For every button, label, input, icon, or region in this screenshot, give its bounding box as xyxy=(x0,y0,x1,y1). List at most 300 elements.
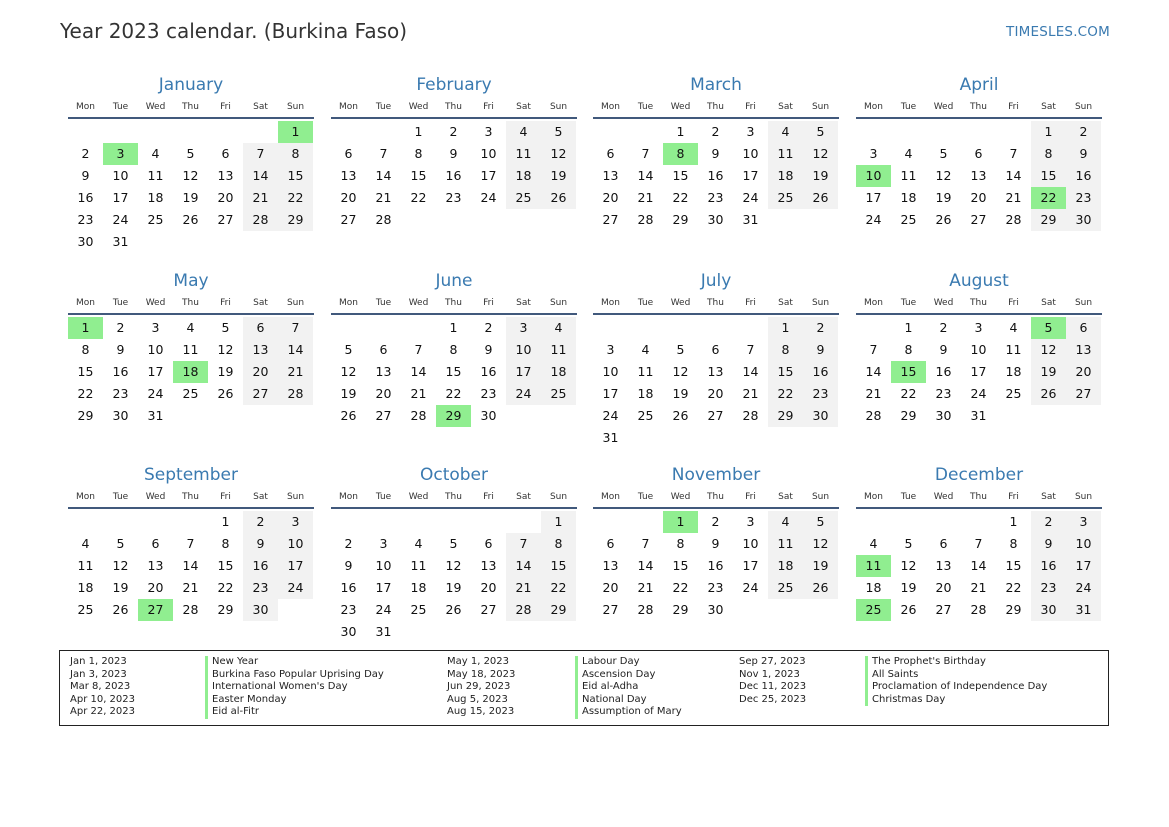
legend-holiday-name: Assumption of Mary xyxy=(575,706,682,719)
day-cell: 23 xyxy=(707,580,724,595)
day-cell: 28 xyxy=(506,599,541,621)
day-cell: 11 xyxy=(637,364,654,379)
weekday-label: Tue xyxy=(375,102,392,112)
weekday-label: Sun xyxy=(286,102,305,112)
day-cell: 18 xyxy=(768,555,803,577)
holiday-day-cell: 25 xyxy=(856,599,891,621)
weekday-label: Sat xyxy=(778,298,793,308)
weekday-label: Tue xyxy=(375,492,392,502)
weekday-label: Wed xyxy=(933,298,954,308)
empty-cell xyxy=(996,405,1031,427)
week-row xyxy=(68,361,314,383)
day-cell: 3 xyxy=(506,317,541,339)
holiday-day-cell: 1 xyxy=(663,511,698,533)
day-cell: 31 xyxy=(375,624,392,639)
day-cell: 23 xyxy=(480,386,497,401)
empty-cell xyxy=(856,121,891,143)
day-cell: 26 xyxy=(1031,383,1066,405)
header-rule xyxy=(68,507,314,509)
header-rule xyxy=(856,117,1102,119)
day-cell: 22 xyxy=(768,383,803,405)
empty-cell xyxy=(891,121,926,143)
day-cell: 23 xyxy=(77,212,94,227)
holiday-day-cell: 15 xyxy=(891,361,926,383)
day-cell: 21 xyxy=(637,190,654,205)
weekday-label: Fri xyxy=(483,492,494,502)
day-cell: 9 xyxy=(803,339,838,361)
day-cell: 12 xyxy=(803,143,838,165)
weekday-label: Mon xyxy=(76,102,95,112)
week-row xyxy=(856,121,1102,143)
day-cell: 6 xyxy=(606,536,615,551)
day-cell: 25 xyxy=(637,408,654,423)
empty-cell xyxy=(401,511,436,533)
empty-cell xyxy=(541,209,576,231)
month-october xyxy=(331,464,577,643)
legend-date: May 18, 2023 xyxy=(447,668,516,680)
day-cell: 27 xyxy=(340,212,357,227)
header-rule xyxy=(68,313,314,315)
day-cell: 29 xyxy=(672,602,689,617)
weekday-label: Tue xyxy=(112,492,129,502)
day-cell: 22 xyxy=(278,187,313,209)
day-cell: 4 xyxy=(414,536,423,551)
weekday-label: Thu xyxy=(707,298,724,308)
holiday-day-cell: 8 xyxy=(663,143,698,165)
day-cell: 29 xyxy=(672,212,689,227)
empty-cell xyxy=(68,121,103,143)
empty-cell xyxy=(803,427,838,449)
day-cell: 2 xyxy=(1066,121,1101,143)
day-cell: 26 xyxy=(900,602,917,617)
week-row xyxy=(68,599,314,621)
month-december xyxy=(856,464,1102,621)
day-cell: 15 xyxy=(278,165,313,187)
day-cell: 14 xyxy=(742,364,759,379)
day-cell: 13 xyxy=(707,364,724,379)
legend-date: Nov 1, 2023 xyxy=(739,668,800,680)
empty-cell xyxy=(103,511,138,533)
day-cell: 24 xyxy=(480,190,497,205)
legend-date: Aug 15, 2023 xyxy=(447,706,515,718)
day-cell: 20 xyxy=(935,580,952,595)
day-cell: 8 xyxy=(81,342,90,357)
day-cell: 19 xyxy=(182,190,199,205)
day-cell: 22 xyxy=(217,580,234,595)
day-cell: 26 xyxy=(541,187,576,209)
weekday-header xyxy=(593,295,839,311)
day-cell: 4 xyxy=(768,511,803,533)
day-cell: 5 xyxy=(186,146,195,161)
day-cell: 27 xyxy=(602,602,619,617)
day-cell: 12 xyxy=(182,168,199,183)
day-cell: 23 xyxy=(935,386,952,401)
week-row xyxy=(593,187,839,209)
day-cell: 10 xyxy=(602,364,619,379)
day-cell: 21 xyxy=(506,577,541,599)
week-row xyxy=(593,165,839,187)
empty-cell xyxy=(803,209,838,231)
day-cell: 1 xyxy=(414,124,423,139)
day-cell: 26 xyxy=(217,386,234,401)
day-cell: 24 xyxy=(970,386,987,401)
day-cell: 22 xyxy=(672,190,689,205)
week-row xyxy=(68,187,314,209)
day-cell: 21 xyxy=(637,580,654,595)
day-cell: 12 xyxy=(935,168,952,183)
weekday-label: Fri xyxy=(220,298,231,308)
day-cell: 18 xyxy=(768,165,803,187)
weekday-label: Mon xyxy=(601,102,620,112)
weekday-label: Mon xyxy=(601,298,620,308)
weekday-label: Sun xyxy=(549,298,568,308)
day-cell: 12 xyxy=(672,364,689,379)
day-cell: 21 xyxy=(742,386,759,401)
day-cell: 23 xyxy=(803,383,838,405)
empty-cell xyxy=(401,621,436,643)
day-cell: 31 xyxy=(147,408,164,423)
day-cell: 14 xyxy=(970,558,987,573)
legend-holiday-name: Christmas Day xyxy=(865,694,1047,707)
day-cell: 10 xyxy=(970,342,987,357)
weekday-label: Fri xyxy=(745,102,756,112)
weekday-label: Mon xyxy=(339,492,358,502)
day-cell: 26 xyxy=(672,408,689,423)
weekday-label: Fri xyxy=(220,492,231,502)
month-name: August xyxy=(949,271,1009,291)
day-cell: 20 xyxy=(243,361,278,383)
day-cell: 10 xyxy=(506,339,541,361)
legend-date: Apr 10, 2023 xyxy=(70,693,136,705)
day-cell: 17 xyxy=(375,580,392,595)
empty-cell xyxy=(961,121,996,143)
day-cell: 21 xyxy=(1005,190,1022,205)
day-cell: 30 xyxy=(707,602,724,617)
day-cell: 9 xyxy=(711,146,720,161)
day-cell: 7 xyxy=(186,536,195,551)
day-cell: 30 xyxy=(1031,599,1066,621)
day-cell: 4 xyxy=(904,146,913,161)
day-cell: 11 xyxy=(541,339,576,361)
weekday-label: Sun xyxy=(1074,102,1093,112)
day-cell: 5 xyxy=(939,146,948,161)
day-cell: 12 xyxy=(340,364,357,379)
month-name: January xyxy=(158,75,224,95)
day-cell: 20 xyxy=(480,580,497,595)
day-cell: 2 xyxy=(1031,511,1066,533)
weekday-label: Sun xyxy=(811,298,830,308)
page-title: Year 2023 calendar. (Burkina Faso) xyxy=(60,19,408,43)
empty-cell xyxy=(768,209,803,231)
day-cell: 1 xyxy=(221,514,230,529)
day-cell: 9 xyxy=(116,342,125,357)
day-cell: 8 xyxy=(1031,143,1066,165)
weekday-header xyxy=(68,489,314,505)
day-cell: 24 xyxy=(1066,577,1101,599)
empty-cell xyxy=(278,405,313,427)
weekday-label: Thu xyxy=(970,492,987,502)
day-cell: 28 xyxy=(278,383,313,405)
week-row xyxy=(593,511,839,533)
day-cell: 29 xyxy=(768,405,803,427)
empty-cell xyxy=(278,599,313,621)
day-cell: 15 xyxy=(541,555,576,577)
day-cell: 23 xyxy=(445,190,462,205)
holiday-day-cell: 29 xyxy=(436,405,471,427)
holiday-day-cell: 11 xyxy=(856,555,891,577)
month-name: February xyxy=(416,75,492,95)
day-cell: 18 xyxy=(541,361,576,383)
weekday-label: Sun xyxy=(549,492,568,502)
day-cell: 8 xyxy=(1009,536,1018,551)
holiday-legend xyxy=(59,650,1109,726)
day-cell: 17 xyxy=(1066,555,1101,577)
day-cell: 20 xyxy=(602,580,619,595)
empty-cell xyxy=(768,427,803,449)
day-cell: 27 xyxy=(375,408,392,423)
legend-names xyxy=(865,656,1047,706)
day-cell: 12 xyxy=(541,143,576,165)
week-row xyxy=(856,511,1102,533)
weekday-header xyxy=(68,99,314,115)
empty-cell xyxy=(173,121,208,143)
legend-date: Dec 25, 2023 xyxy=(739,693,807,705)
day-cell: 18 xyxy=(900,190,917,205)
day-cell: 23 xyxy=(243,577,278,599)
empty-cell xyxy=(803,599,838,621)
empty-cell xyxy=(471,511,506,533)
month-name: May xyxy=(173,271,209,291)
empty-cell xyxy=(768,599,803,621)
day-cell: 11 xyxy=(768,143,803,165)
day-cell: 4 xyxy=(186,320,195,335)
day-cell: 16 xyxy=(243,555,278,577)
day-cell: 18 xyxy=(637,386,654,401)
day-cell: 3 xyxy=(606,342,615,357)
week-row xyxy=(331,317,577,339)
day-cell: 28 xyxy=(742,408,759,423)
empty-cell xyxy=(138,511,173,533)
weekday-label: Wed xyxy=(145,298,166,308)
legend-dates xyxy=(70,656,135,719)
day-cell: 9 xyxy=(449,146,458,161)
week-row xyxy=(856,209,1102,231)
empty-cell xyxy=(1031,405,1066,427)
day-cell: 2 xyxy=(939,320,948,335)
weekday-label: Fri xyxy=(483,298,494,308)
site-link[interactable]: TIMESLES.COM xyxy=(1006,24,1110,40)
day-cell: 19 xyxy=(803,555,838,577)
weekday-label: Wed xyxy=(145,492,166,502)
legend-holiday-name: The Prophet's Birthday xyxy=(865,656,1047,669)
empty-cell xyxy=(628,511,663,533)
day-cell: 22 xyxy=(900,386,917,401)
weekday-label: Wed xyxy=(933,492,954,502)
day-cell: 3 xyxy=(151,320,160,335)
weekday-label: Sat xyxy=(516,102,531,112)
week-row xyxy=(68,555,314,577)
empty-cell xyxy=(1066,405,1101,427)
weekday-label: Fri xyxy=(1008,102,1019,112)
week-row xyxy=(68,317,314,339)
day-cell: 13 xyxy=(480,558,497,573)
day-cell: 13 xyxy=(147,558,164,573)
month-may xyxy=(68,270,314,427)
day-cell: 20 xyxy=(602,190,619,205)
day-cell: 16 xyxy=(935,364,952,379)
day-cell: 1 xyxy=(541,511,576,533)
legend-date: Mar 8, 2023 xyxy=(70,681,131,693)
weekday-label: Sun xyxy=(286,492,305,502)
empty-cell xyxy=(436,209,471,231)
day-cell: 19 xyxy=(803,165,838,187)
legend-holiday-name: Ascension Day xyxy=(575,669,682,682)
legend-date: May 1, 2023 xyxy=(447,656,510,667)
month-name: October xyxy=(419,465,489,485)
week-row xyxy=(68,383,314,405)
month-september xyxy=(68,464,314,621)
week-row xyxy=(856,361,1102,383)
empty-cell xyxy=(506,209,541,231)
day-cell: 26 xyxy=(340,408,357,423)
day-cell: 19 xyxy=(112,580,129,595)
holiday-day-cell: 10 xyxy=(856,165,891,187)
day-cell: 17 xyxy=(742,168,759,183)
legend-holiday-name: Easter Monday xyxy=(205,694,384,707)
week-row xyxy=(856,383,1102,405)
weekday-label: Sat xyxy=(778,492,793,502)
day-cell: 13 xyxy=(602,558,619,573)
empty-cell xyxy=(628,317,663,339)
empty-cell xyxy=(733,317,768,339)
week-row xyxy=(856,405,1102,427)
empty-cell xyxy=(506,621,541,643)
day-cell: 7 xyxy=(278,317,313,339)
day-cell: 1 xyxy=(768,317,803,339)
empty-cell xyxy=(243,405,278,427)
day-cell: 28 xyxy=(637,602,654,617)
day-cell: 16 xyxy=(803,361,838,383)
header-rule xyxy=(331,507,577,509)
day-cell: 13 xyxy=(243,339,278,361)
holiday-day-cell: 1 xyxy=(68,317,103,339)
empty-cell xyxy=(471,209,506,231)
empty-cell xyxy=(331,121,366,143)
weekday-header xyxy=(593,489,839,505)
legend-holiday-name: Labour Day xyxy=(575,656,682,669)
day-cell: 20 xyxy=(147,580,164,595)
weekday-header xyxy=(856,489,1102,505)
day-cell: 14 xyxy=(637,558,654,573)
day-cell: 30 xyxy=(1066,209,1101,231)
legend-date: Jan 1, 2023 xyxy=(70,656,127,667)
weekday-label: Sat xyxy=(778,102,793,112)
day-cell: 13 xyxy=(935,558,952,573)
day-cell: 2 xyxy=(803,317,838,339)
day-cell: 26 xyxy=(935,212,952,227)
weekday-label: Thu xyxy=(445,298,462,308)
day-cell: 4 xyxy=(541,317,576,339)
day-cell: 2 xyxy=(711,124,720,139)
day-cell: 31 xyxy=(112,234,129,249)
day-cell: 23 xyxy=(340,602,357,617)
day-cell: 30 xyxy=(480,408,497,423)
day-cell: 6 xyxy=(221,146,230,161)
day-cell: 24 xyxy=(506,383,541,405)
day-cell: 22 xyxy=(1005,580,1022,595)
day-cell: 19 xyxy=(541,165,576,187)
weekday-label: Tue xyxy=(112,102,129,112)
day-cell: 5 xyxy=(904,536,913,551)
day-cell: 20 xyxy=(707,386,724,401)
day-cell: 14 xyxy=(375,168,392,183)
empty-cell xyxy=(593,121,628,143)
empty-cell xyxy=(173,405,208,427)
day-cell: 18 xyxy=(410,580,427,595)
weekday-label: Tue xyxy=(900,102,917,112)
legend-holiday-name: National Day xyxy=(575,694,682,707)
day-cell: 30 xyxy=(707,212,724,227)
weekday-label: Sat xyxy=(253,492,268,502)
weekday-label: Thu xyxy=(970,102,987,112)
day-cell: 2 xyxy=(449,124,458,139)
day-cell: 18 xyxy=(1005,364,1022,379)
day-cell: 11 xyxy=(147,168,164,183)
day-cell: 7 xyxy=(641,536,650,551)
weekday-label: Fri xyxy=(745,492,756,502)
empty-cell xyxy=(698,317,733,339)
day-cell: 11 xyxy=(410,558,427,573)
day-cell: 29 xyxy=(1005,602,1022,617)
legend-date: Sep 27, 2023 xyxy=(739,656,806,667)
header-rule xyxy=(856,507,1102,509)
day-cell: 14 xyxy=(243,165,278,187)
weekday-label: Sat xyxy=(516,492,531,502)
week-row xyxy=(331,383,577,405)
day-cell: 15 xyxy=(217,558,234,573)
weekday-header xyxy=(856,295,1102,311)
day-cell: 15 xyxy=(768,361,803,383)
week-row xyxy=(68,143,314,165)
legend-names xyxy=(575,656,682,719)
day-cell: 12 xyxy=(445,558,462,573)
day-cell: 25 xyxy=(1005,386,1022,401)
weekday-label: Mon xyxy=(864,102,883,112)
day-cell: 24 xyxy=(742,580,759,595)
legend-date: Apr 22, 2023 xyxy=(70,706,136,718)
day-cell: 14 xyxy=(278,339,313,361)
day-cell: 15 xyxy=(1005,558,1022,573)
day-cell: 23 xyxy=(1066,187,1101,209)
day-cell: 4 xyxy=(869,536,878,551)
day-cell: 14 xyxy=(506,555,541,577)
day-cell: 9 xyxy=(1066,143,1101,165)
header-rule xyxy=(593,507,839,509)
empty-cell xyxy=(996,121,1031,143)
weekday-label: Wed xyxy=(408,492,429,502)
empty-cell xyxy=(243,121,278,143)
legend-dates xyxy=(447,656,515,719)
day-cell: 30 xyxy=(77,234,94,249)
weekday-label: Sat xyxy=(516,298,531,308)
day-cell: 30 xyxy=(935,408,952,423)
weekday-label: Tue xyxy=(637,492,654,502)
day-cell: 1 xyxy=(1031,121,1066,143)
week-row xyxy=(593,533,839,555)
legend-holiday-name: International Women's Day xyxy=(205,681,384,694)
holiday-day-cell: 18 xyxy=(173,361,208,383)
day-cell: 19 xyxy=(672,386,689,401)
